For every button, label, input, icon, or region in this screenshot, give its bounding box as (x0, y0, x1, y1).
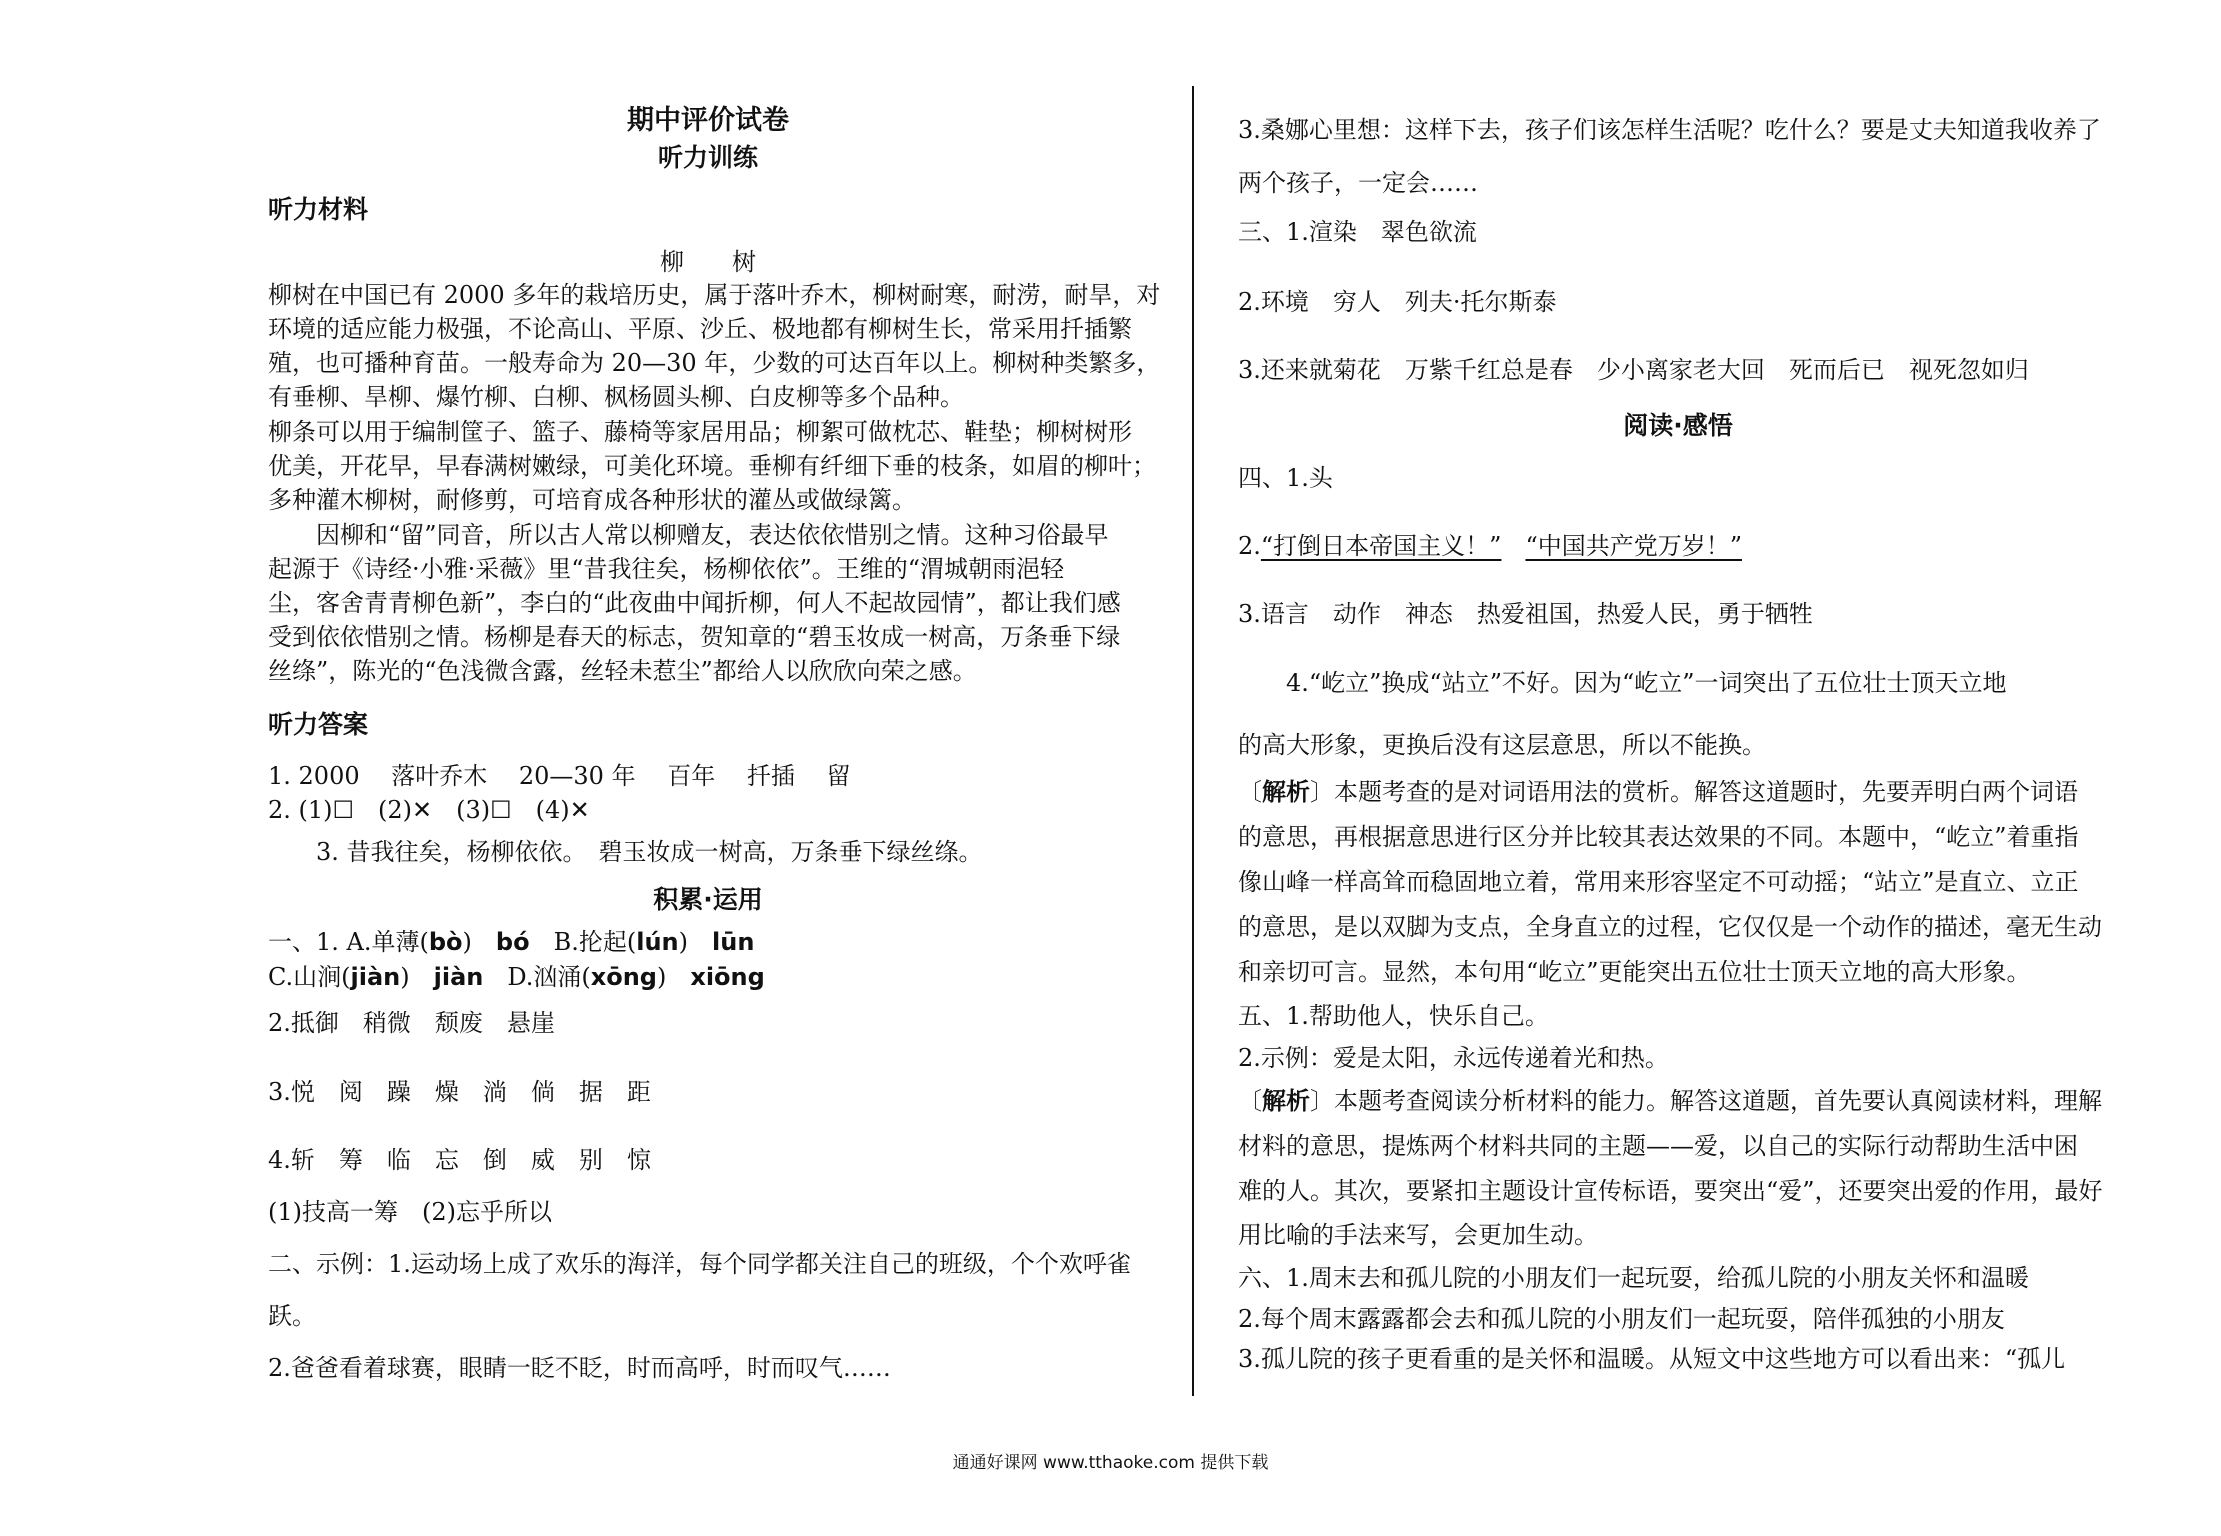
pinyin-line: 一、1. A.单薄(bò) bó B.抡起(lún) lūn (268, 928, 755, 956)
material-line: 丝绦”，陈光的“色浅微含露，丝轻未惹尘”都给人以欣欣向荣之感。 (268, 657, 977, 685)
material-line: 尘，客舍青青柳色新”，李白的“此夜曲中闻折柳，何人不起故园情”，都让我们感 (268, 589, 1121, 617)
answer-line: 2. (1)☐ (2)✕ (3)☐ (4)✕ (268, 796, 590, 824)
material-line: 柳树在中国已有 2000 多年的栽培历史，属于落叶乔木，柳树耐寒，耐涝，耐旱，对 (268, 281, 1161, 309)
analysis-line: 材料的意思，提炼两个材料共同的主题——爱，以自己的实际行动帮助生活中困 (1238, 1132, 2078, 1160)
answer-line: 4.斩 筹 临 忘 倒 威 别 惊 (268, 1146, 651, 1174)
answer-line: 二、示例：1.运动场上成了欢乐的海洋，每个同学都关注自己的班级，个个欢呼雀 (268, 1250, 1131, 1278)
section-accumulation: 积累·运用 (653, 885, 763, 914)
material-line: 优美，开花早，早春满树嫩绿，可美化环境。垂柳有纤细下垂的枝条，如眉的柳叶； (268, 452, 1156, 480)
analysis-line: 难的人。其次，要紧扣主题设计宣传标语，要突出“爱”，还要突出爱的作用，最好 (1238, 1177, 2103, 1205)
material-line: 环境的适应能力极强，不论高山、平原、沙丘、极地都有柳树生长，常采用扦插繁 (268, 315, 1132, 343)
material-line: 多种灌木柳树，耐修剪，可培育成各种形状的灌丛或做绿篱。 (268, 486, 916, 514)
material-line: 起源于《诗经·小雅·采薇》里“昔我往矣，杨柳依依”。王维的“渭城朝雨浥轻 (268, 555, 1065, 583)
analysis-tag: 解析 (1262, 1086, 1310, 1115)
exam-title: 期中评价试卷 (627, 105, 789, 136)
section-reading: 阅读·感悟 (1623, 411, 1733, 440)
answer-line: 四、1.头 (1238, 464, 1333, 492)
exam-subtitle: 听力训练 (657, 143, 758, 172)
material-line: 因柳和“留”同音，所以古人常以柳赠友，表达依依惜别之情。这种习俗最早 (268, 521, 1109, 549)
answer-line: 2.示例：爱是太阳，永远传递着光和热。 (1238, 1044, 1669, 1072)
answer-line: 两个孩子，一定会…… (1238, 169, 1478, 197)
answer-line: 2.环境 穷人 列夫·托尔斯泰 (1238, 288, 1557, 316)
analysis-line: 的意思，再根据意思进行区分并比较其表达效果的不同。本题中，“屹立”着重指 (1238, 823, 2079, 851)
answer-line: 3.还来就菊花 万紫千红总是春 少小离家老大回 死而后已 视死忽如归 (1238, 356, 2029, 384)
underlined-answer: “中国共产党万岁！” (1525, 532, 1742, 560)
material-line: 有垂柳、旱柳、爆竹柳、白柳、枫杨圆头柳、白皮柳等多个品种。 (268, 383, 964, 411)
answer-line: 2.抵御 稍微 颓废 悬崖 (268, 1009, 555, 1037)
analysis-tag: 解析 (1262, 777, 1310, 806)
answer-line: 1. 2000 落叶乔木 20—30 年 百年 扦插 留 (268, 762, 851, 790)
analysis-line: 像山峰一样高耸而稳固地立着，常用来形容坚定不可动摇；“站立”是直立、立正 (1238, 868, 2079, 896)
material-line: 柳条可以用于编制筐子、篮子、藤椅等家居用品；柳絮可做枕芯、鞋垫；柳树树形 (268, 418, 1132, 446)
poem-title: 柳 树 (660, 248, 756, 276)
answer-line: 三、1.渲染 翠色欲流 (1238, 218, 1477, 246)
underlined-answer: “打倒日本帝国主义！” (1260, 532, 1502, 560)
column-divider (1192, 86, 1194, 1396)
answer-line: 六、1.周末去和孤儿院的小朋友们一起玩耍，给孤儿院的小朋友关怀和温暖 (1238, 1264, 2029, 1292)
analysis-line: 的意思，是以双脚为支点，全身直立的过程，它仅仅是一个动作的描述，毫无生动 (1238, 913, 2102, 941)
page-footer: 通通好课网 www.tthaoke.com 提供下载 (952, 1453, 1269, 1473)
analysis-line: 用比喻的手法来写，会更加生动。 (1238, 1221, 1598, 1249)
answer-line: 2.每个周末露露都会去和孤儿院的小朋友们一起玩耍，陪伴孤独的小朋友 (1238, 1305, 2005, 1333)
section-listening-material: 听力材料 (268, 195, 369, 224)
answer-line: 3.悦 阅 躁 燥 淌 倘 据 距 (268, 1078, 651, 1106)
analysis-line: 〔解析〕本题考查的是对词语用法的赏析。解答这道题时，先要弄明白两个词语 (1238, 777, 2078, 806)
material-line: 受到依依惜别之情。杨柳是春天的标志，贺知章的“碧玉妆成一树高，万条垂下绿 (268, 623, 1121, 651)
analysis-line: 〔解析〕本题考查阅读分析材料的能力。解答这道题，首先要认真阅读材料，理解 (1238, 1086, 2102, 1115)
answer-line: 4.“屹立”换成“站立”不好。因为“屹立”一词突出了五位壮士顶天立地 (1238, 669, 2007, 697)
answer-line: (1)技高一筹 (2)忘乎所以 (268, 1198, 552, 1226)
answer-line: 2.“打倒日本帝国主义！” “中国共产党万岁！” (1238, 532, 1742, 560)
answer-line: 3.语言 动作 神态 热爱祖国，热爱人民，勇于牺牲 (1238, 600, 1813, 628)
pinyin-line: C.山涧(jiàn) jiàn D.汹涌(xōng) xiōng (268, 963, 765, 991)
answer-line: 3. 昔我往矣，杨柳依依。 碧玉妆成一树高，万条垂下绿丝绦。 (268, 838, 983, 866)
answer-line: 3.孤儿院的孩子更看重的是关怀和温暖。从短文中这些地方可以看出来：“孤儿 (1238, 1345, 2066, 1373)
answer-line: 五、1.帮助他人，快乐自己。 (1238, 1002, 1549, 1030)
answer-line: 跃。 (268, 1302, 316, 1330)
analysis-line: 和亲切可言。显然，本句用“屹立”更能突出五位壮士顶天立地的高大形象。 (1238, 958, 2031, 986)
answer-line: 3.桑娜心里想：这样下去，孩子们该怎样生活呢？吃什么？要是丈夫知道我收养了 (1238, 116, 2101, 144)
section-listening-answer: 听力答案 (268, 710, 369, 739)
answer-line: 2.爸爸看着球赛，眼睛一眨不眨，时而高呼，时而叹气…… (268, 1354, 891, 1382)
answer-line: 的高大形象，更换后没有这层意思，所以不能换。 (1238, 731, 1766, 759)
material-line: 殖，也可播种育苗。一般寿命为 20—30 年，少数的可达百年以上。柳树种类繁多， (268, 349, 1161, 377)
